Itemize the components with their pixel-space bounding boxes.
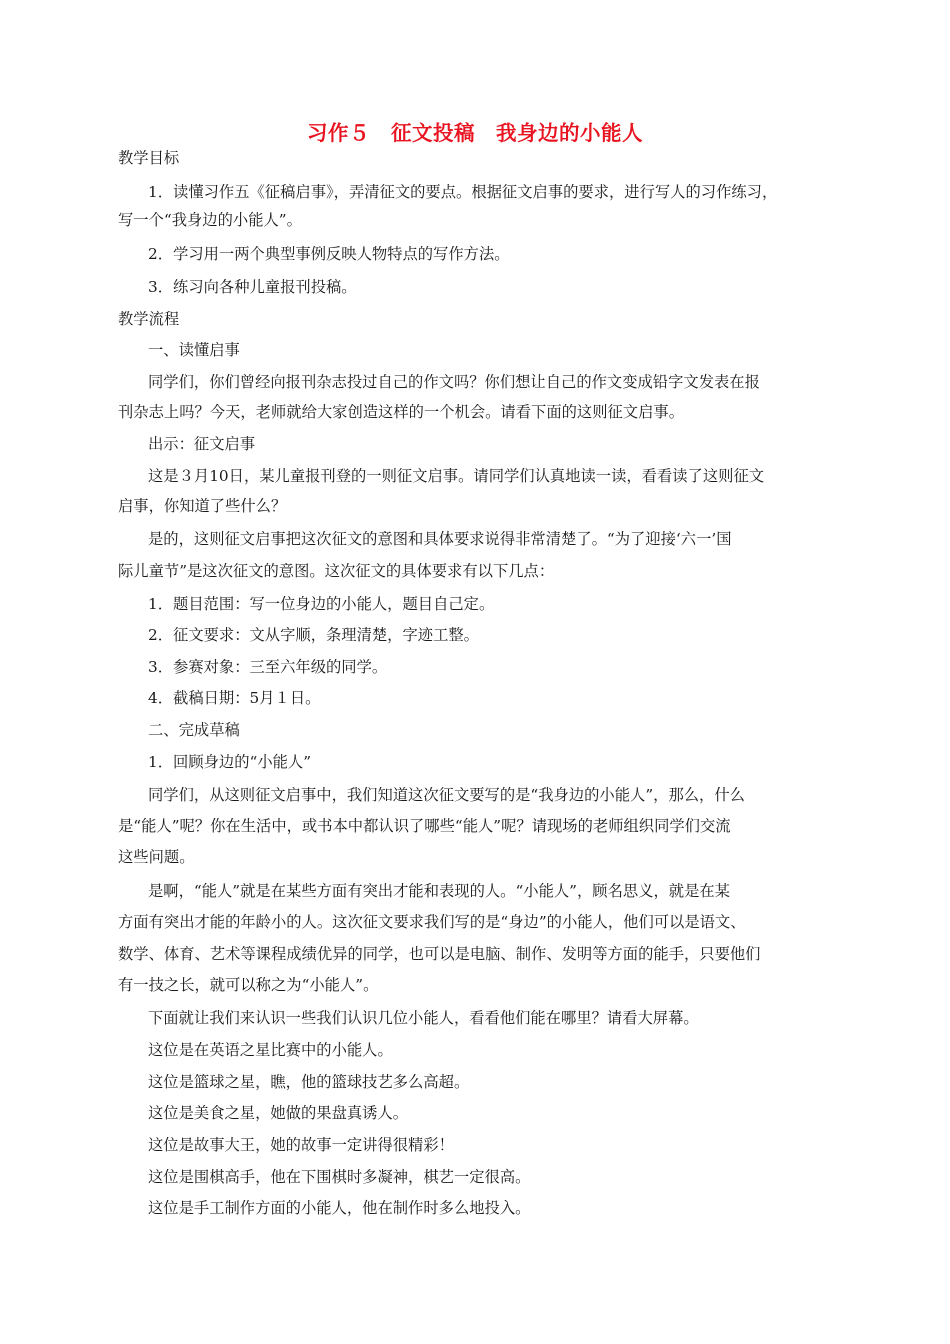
subsection-heading: 二、完成草稿 [148,721,240,739]
paragraph-line: 1．读懂习作五《征稿启事》，弄清征文的要点。根据征文启事的要求，进行写人的习作练习， [148,183,778,201]
paragraph-line: 这位是手工制作方面的小能人，他在制作时多么地投入。 [148,1199,531,1217]
paragraph-line: 启事，你知道了些什么？ [118,497,287,515]
paragraph-line: 刊杂志上吗？今天，老师就给大家创造这样的一个机会。请看下面的这则征文启事。 [118,403,684,421]
paragraph-line: 出示：征文启事 [148,435,256,453]
paragraph-line: 这位是围棋高手，他在下围棋时多凝神，棋艺一定很高。 [148,1168,531,1186]
paragraph-line: 数学、体育、艺术等课程成绩优异的同学，也可以是电脑、制作、发明等方面的能手，只要他们 [118,945,761,963]
subsection-heading: 一、读懂启事 [148,341,240,359]
paragraph-line: 这些问题。 [118,848,195,866]
paragraph-line: 方面有突出才能的年龄小的人。这次征文要求我们写的是“身边”的小能人，他们可以是语文、 [118,913,746,931]
paragraph-line: 2．学习用一两个典型事例反映人物特点的写作方法。 [148,245,510,263]
paragraph-line: 是的，这则征文启事把这次征文的意图和具体要求说得非常清楚了。“为了迎接‘六一’国 [148,530,732,548]
paragraph-line: 这位是篮球之星，瞧，他的篮球技艺多么高超。 [148,1073,470,1091]
paragraph-line: 这位是故事大王，她的故事一定讲得很精彩！ [148,1136,454,1154]
paragraph-line: 这位是在英语之星比赛中的小能人。 [148,1041,393,1059]
section-heading-process: 教学流程 [118,310,180,328]
paragraph-line: 这是３月10日，某儿童报刊登的一则征文启事。请同学们认真地读一读，看看读了这则征文 [148,467,765,485]
paragraph-line: 同学们，你们曾经向报刊杂志投过自己的作文吗？你们想让自己的作文变成铅字文发表在报 [148,373,760,391]
paragraph-line: 写一个“我身边的小能人”。 [118,211,302,229]
paragraph-line: 是啊，“能人”就是在某些方面有突出才能和表现的人。“小能人”，顾名思义，就是在某 [148,882,730,900]
document-title: 习作５ 征文投稿 我身边的小能人 [307,121,643,145]
list-item: 2．征文要求：文从字顺，条理清楚，字迹工整。 [148,626,479,644]
paragraph-line: 有一技之长，就可以称之为“小能人”。 [118,976,379,994]
subsection-heading: 1．回顾身边的“小能人” [148,753,312,771]
list-item: 4．截稿日期：5月１日。 [148,689,321,707]
paragraph-line: 是“能人”呢？你在生活中，或书本中都认识了哪些“能人”呢？请现场的老师组织同学们交流 [118,817,731,835]
list-item: 1．题目范围：写一位身边的小能人，题目自己定。 [148,595,495,613]
paragraph-line: 同学们，从这则征文启事中，我们知道这次征文要写的是“我身边的小能人”，那么，什么 [148,786,745,804]
paragraph-line: 际儿童节”是这次征文的意图。这次征文的具体要求有以下几点： [118,562,555,580]
section-heading-goals: 教学目标 [118,149,180,167]
paragraph-line: 这位是美食之星，她做的果盘真诱人。 [148,1104,409,1122]
paragraph-line: 下面就让我们来认识一些我们认识几位小能人，看看他们能在哪里？请看大屏幕。 [148,1009,699,1027]
paragraph-line: 3．练习向各种儿童报刊投稿。 [148,278,357,296]
list-item: 3．参赛对象：三至六年级的同学。 [148,658,388,676]
